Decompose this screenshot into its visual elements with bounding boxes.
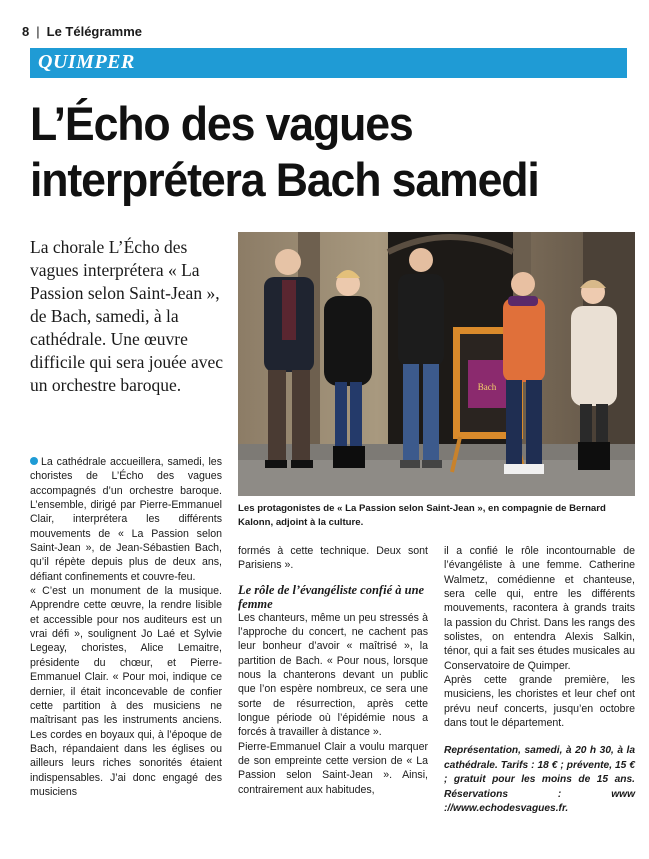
article-photo (238, 232, 635, 496)
article-paragraph: Pierre-Emmanuel Clair a voulu marquer de son empreinte cette version de « La Passion selon Saint-Jean ». Ainsi, contrairement aux habitudes, (238, 740, 428, 796)
article-paragraph: il a confié le rôle incontournable de l’évangéliste à une femme. Catherine Walmetz, comédienne et chanteuse, sera celle qui, entre les différents mouvements, racontera à grands traits la passion du Christ. Dans les rangs des solistes, on entendra Alexis Salkin, ténor, qui a fait ses études musicales au Conservatoire de Quimper. (444, 545, 635, 672)
article-paragraph: formés à cette technique. Deux sont Parisiens ». (238, 545, 428, 572)
bullet-icon (30, 457, 38, 465)
group-photo-illustration (238, 232, 635, 496)
poster-label: Bach (477, 382, 497, 392)
article-paragraph: Après cette grande première, les musiciens, les choristes et leur chef ont prévu neuf concerts, jusqu’en octobre dans tout le département. (444, 674, 635, 730)
article-paragraph: « C’est un monument de la musique. Apprendre cette œuvre, la rendre lisible et accessible pour nos auditeurs est un vrai défi », soulignent Jo Laé et Sylvie Legeay, choristes, Alice Lemaitre, présidente du chœur, et Pierre-Emmanuel Clair. « Pour moi, indique ce dernier, il était inconcevable de confier cette partition à des musiciens ne maîtrisant pas les instruments anciens. Les cordes en boyaux qui, à l’époque de Bach, répandaient dans les églises ou ailleurs leurs riches sonorités étaient indispensables. J’ai donc engagé des musiciens (30, 585, 222, 798)
article-column-3 (444, 544, 635, 816)
section-label: QUIMPER (38, 51, 135, 73)
article-paragraph: Les chanteurs, même un peu stressés à l’approche du concert, ne cachent pas leur bonheur d’avoir « maîtrisé », la partition de Bach. « Pour nous, lorsque nous la chanterons devant un public que l’on espère nombreux, ce sera une sorte de résurrection, après cette longue période où l’épidémie nous a forcés à travailler à distance ». (238, 611, 428, 739)
article-paragraph: La cathédrale accueillera, samedi, les choristes de L’Écho des vagues accompagnés d’un orchestre baroque. L’ensemble, dirigé par Pierre-Emmanuel Clair, interprétera les différents mouvements de « La Passion selon Saint-Jean », de Jean-Sébastien Bach, qu’il répète depuis plus de deux ans, défiant confinements et couvre-feu. (30, 456, 222, 583)
header-separator: | (36, 24, 40, 39)
article-subheading: Le rôle de l’évangéliste confié à une femme (238, 582, 425, 611)
newspaper-name: Le Télégramme (46, 24, 142, 39)
section-band (30, 48, 627, 78)
article-headline: L’Écho des vagues interprétera Bach samedi (30, 97, 539, 206)
page-number: 8 (22, 24, 30, 39)
article-column-1 (30, 455, 222, 799)
page-header (22, 24, 142, 39)
article-column-2 (238, 544, 428, 797)
article-standfirst: La chorale L’Écho des vagues interprétera « La Passion selon Saint-Jean », de Bach, samedi, à la cathédrale. Une œuvre difficile qui sera jouée avec un orchestre baroque. (30, 237, 224, 395)
practical-info: Représentation, samedi, à 20 h 30, à la cathédrale. Tarifs : 18 € ; prévente, 15 € ; gratuit pour les moins de 15 ans. Réservations : www ://www.echodesvagues.fr. (444, 745, 635, 814)
photo-caption: Les protagonistes de « La Passion selon Saint-Jean », en compagnie de Bernard Kalonn, adjoint à la culture. (238, 503, 606, 528)
